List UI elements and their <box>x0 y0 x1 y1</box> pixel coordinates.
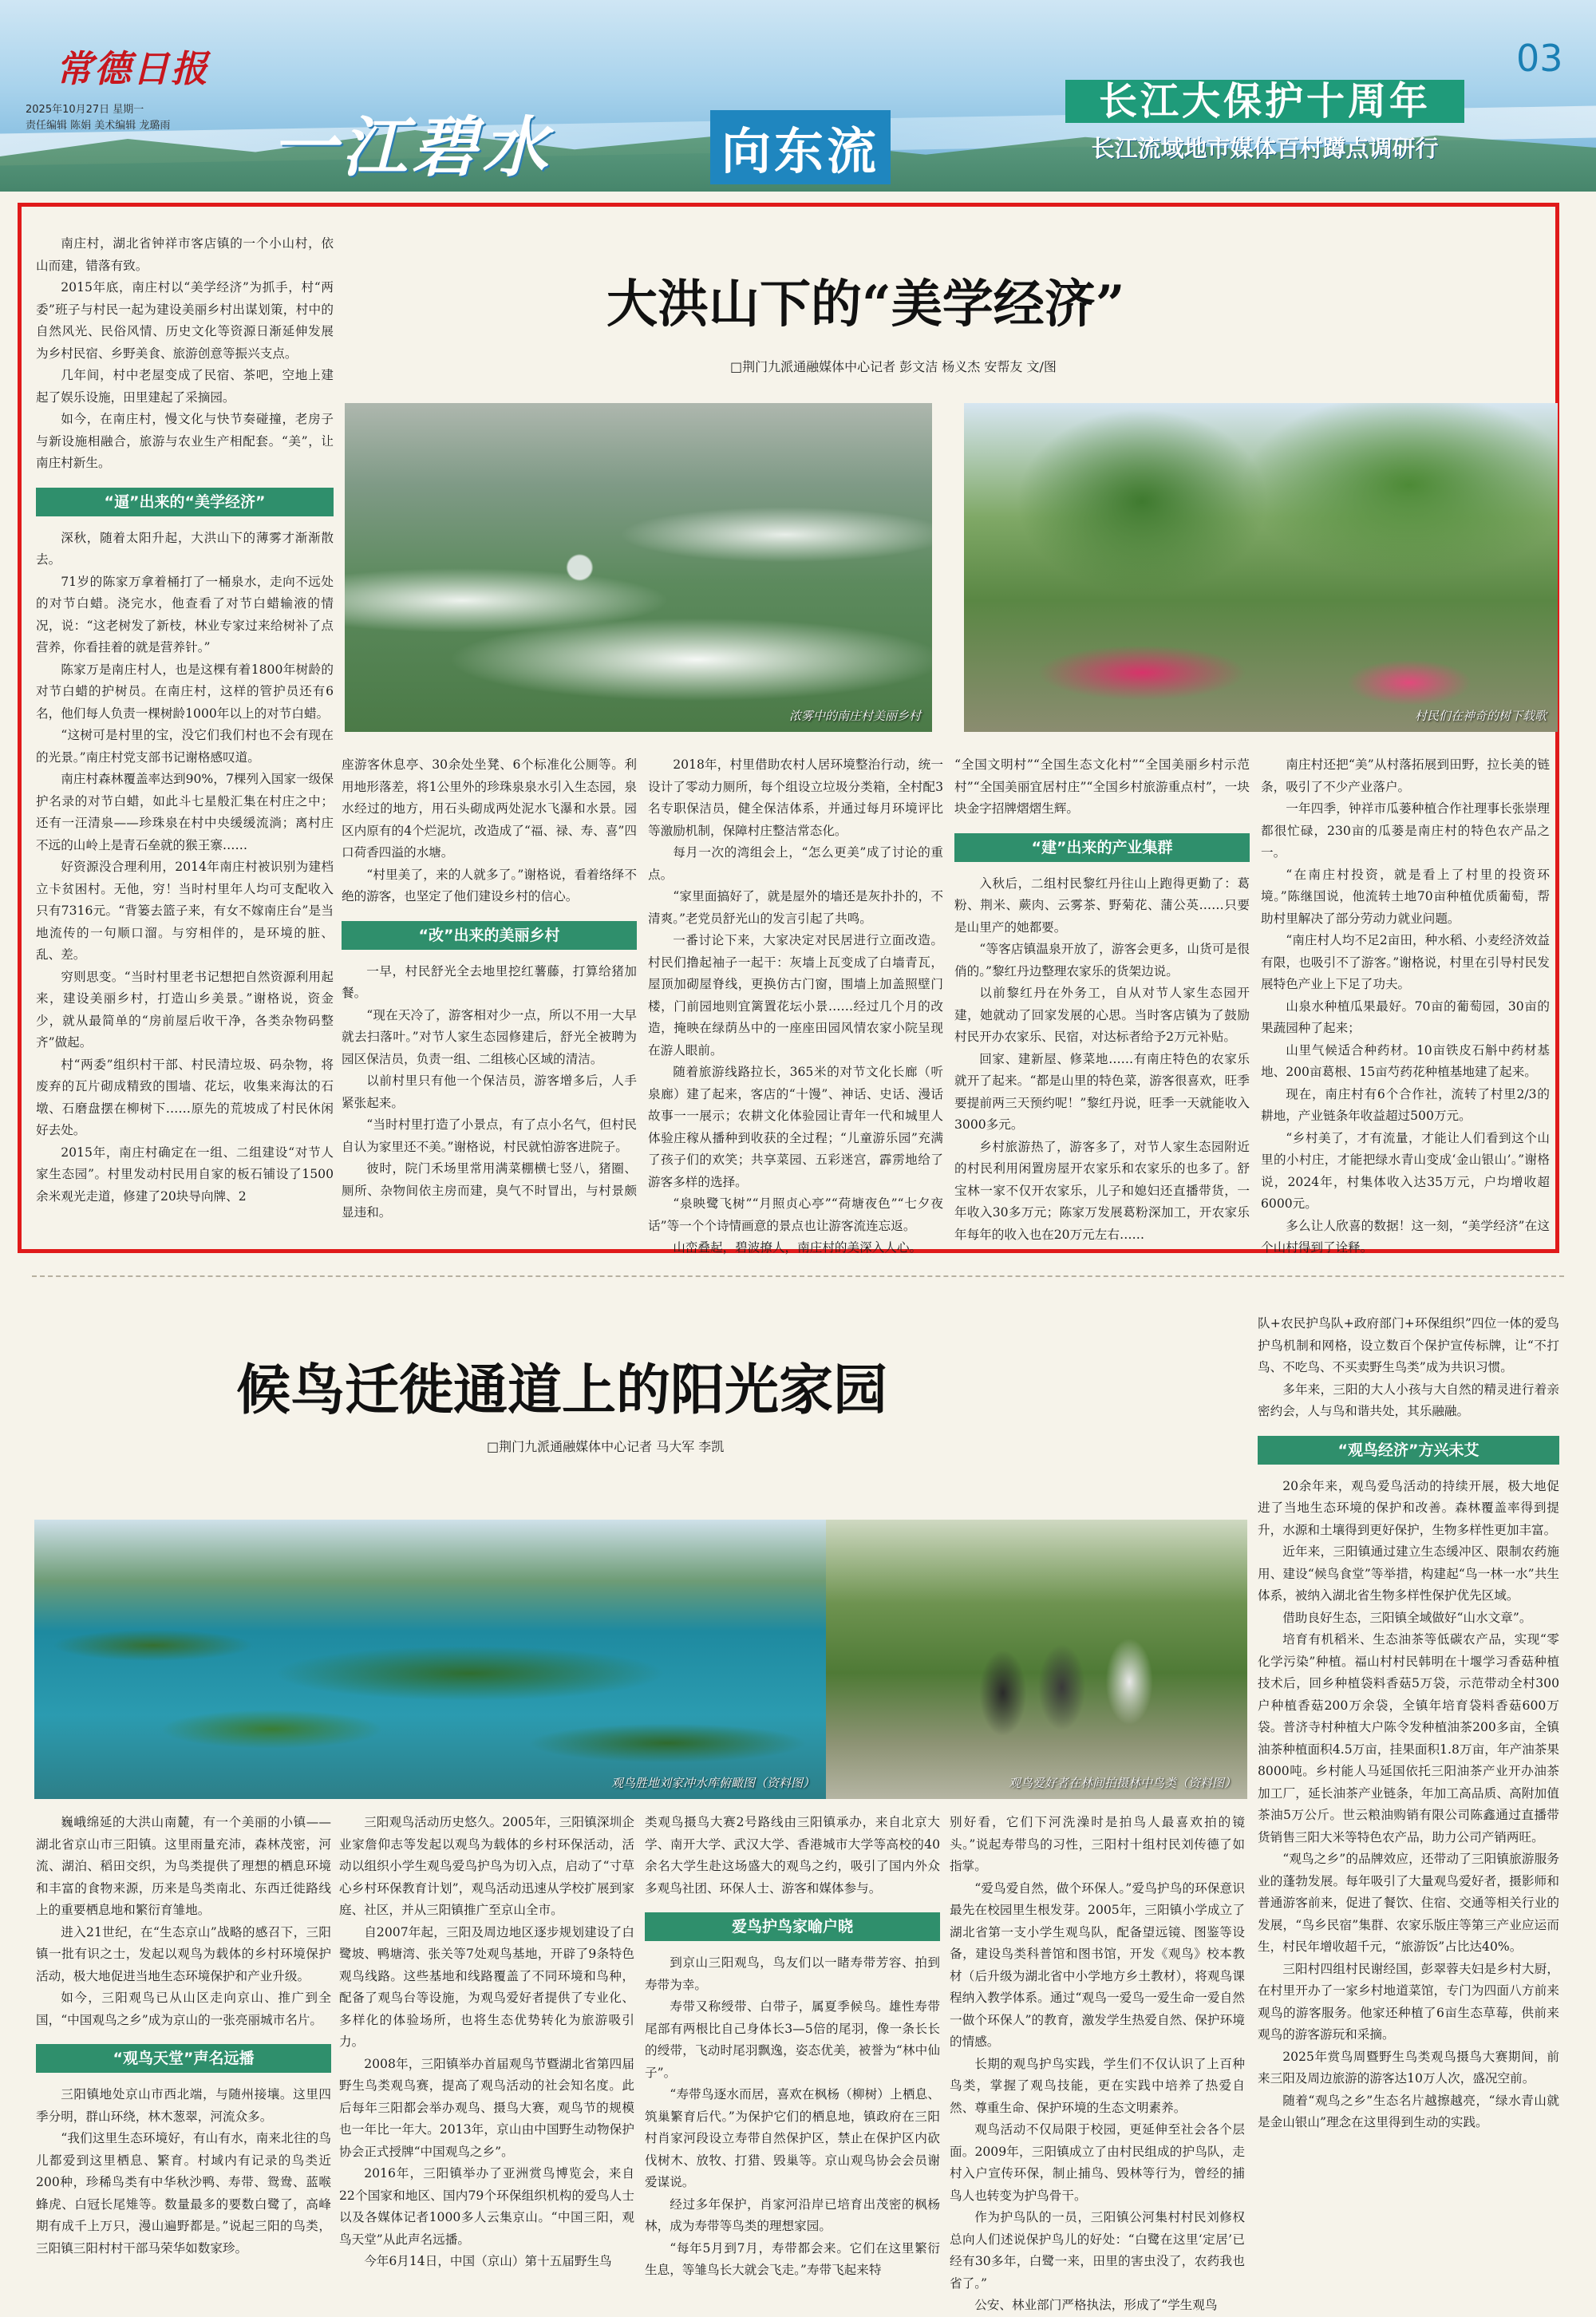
article2-title: 候鸟迁徙通道上的阳光家园 <box>236 1358 888 1422</box>
paragraph: “我们这里生态环境好，有山有水，南来北往的鸟儿都爱到这里栖息、繁育。村域内有记录的鸟类近200种，珍稀鸟类有中华秋沙鸭、寿带、鸳鸯、蓝喉蜂虎、白冠长尾雉等。数量最多的要数白鹭了，高峰期有成千上万只，漫山遍野都是。”说起三阳的鸟类，三阳镇三阳村村干部马荣华如数家珍。 <box>36 2131 331 2256</box>
paragraph: 现在，南庄村有6个合作社，流转了村里2/3的耕地，产业链条年收益超过500万元。 <box>1261 1086 1550 1123</box>
paragraph: 多么让人欣喜的数据！这一刻，“美学经济”在这个山村得到了诠释。 <box>1261 1218 1550 1255</box>
photo-caption: 观鸟胜地刘家冲水库俯瞰图（资料图） <box>610 1776 815 1790</box>
photo-caption: 观鸟爱好者在林间拍摄林中鸟类（资料图） <box>1008 1776 1236 1790</box>
paragraph: 队+农民护鸟队+政府部门+环保组织”四位一体的爱鸟护鸟机制和网格，设立数百个保护宣传标牌，让“不打鸟、不吃鸟、不买卖野生鸟类”成为共识习惯。 <box>1258 1316 1559 1374</box>
article2-column-2 <box>339 1812 634 2287</box>
paragraph: “南庄村人均不足2亩田，种水稻、小麦经济效益有限，也吸引不了游客。”谢格说，村里在引导村民发展特色产业上下足了功夫。 <box>1261 933 1550 991</box>
paragraph: “寿带鸟逐水而居，喜欢在枫杨（柳树）上栖息、筑巢繁育后代。”为保护它们的栖息地，镇政府在三阳村肖家河段设立寿带自然保护区，禁止在保护区内砍伐树木、放牧、打猎、毁巢等。京山观鸟协会会员谢爱谋说。 <box>645 2087 940 2189</box>
article1-column-2 <box>342 754 637 1245</box>
paragraph: 彼时，院门禾场里常用满菜棚横七竖八，猪圈、厕所、杂物间依主房而建，臭气不时冒出，与村景颇显违和。 <box>342 1161 637 1220</box>
paragraph: 三阳村四组村民谢经国，彭翠蓉夫妇是乡村大厨，在村里开办了一家乡村地道菜馆，专门为四面八方前来观鸟的游客服务。他家还种植了6亩生态草莓，供前来观鸟的游客游玩和采摘。 <box>1258 1961 1559 2042</box>
paragraph: 2018年，村里借助农村人居环境整治行动，统一设计了零动力厕所，每个组设立垃圾分类箱，全村配3名专职保洁员，健全保洁体系，并通过每月环境评比等激励机制，保障村庄整洁常态化。 <box>648 757 943 838</box>
paper-name: 常德日报 <box>56 47 209 90</box>
paragraph: 以前黎红丹在外务工，自从对节人家生态园开建，她就动了回家发展的心思。当时客店镇为了鼓励村民开办农家乐、民宿，对达标者给予2万元补贴。 <box>954 986 1250 1044</box>
article1-column-3 <box>648 754 943 1255</box>
paragraph: 每月一次的湾组会上，“怎么更美”成了讨论的重点。 <box>648 845 943 882</box>
paragraph: “乡村美了，才有流量，才能让人们看到这个山里的小村庄，才能把绿水青山变成‘金山银山’。”谢格说，2024年，村集体收入达35万元，户均增收超6000元。 <box>1261 1130 1550 1211</box>
paragraph: 如今，在南庄村，慢文化与快节奏碰撞，老房子与新设施相融合，旅游与农业生产相配套。“美”，让南庄村新生。 <box>36 412 334 470</box>
banner-side-title: 向东流 <box>710 110 891 184</box>
section-heading: “建”出来的产业集群 <box>954 833 1250 862</box>
paragraph: 山里气候适合种药材。10亩铁皮石斛中药材基地、200亩葛根、15亩芍药花种植基地建了起来。 <box>1261 1042 1550 1079</box>
article1-byline: □荆门九派通融媒体中心记者 彭文洁 杨义杰 安帮友 文/图 <box>730 359 1057 374</box>
paragraph: “全国文明村”“全国生态文化村”“全国美丽乡村示范村”“全国美丽宜居村庄”“全国乡村旅游重点村”，一块块金字招牌熠熠生辉。 <box>954 757 1250 816</box>
section-heading: “改”出来的美丽乡村 <box>342 921 637 950</box>
paragraph: 乡村旅游热了，游客多了，对节人家生态园附近的村民利用闲置房屋开农家乐和农家乐的也多了。舒宝林一家不仅开农家乐，儿子和媳妇还直播带货，一年收入30多万元；陈家万发展葛粉深加工，开农家乐年每年的收入也在20万元左右…… <box>954 1139 1250 1242</box>
article2-photo-lake <box>34 1520 826 1799</box>
article2-photo-birders <box>826 1520 1247 1799</box>
section-heading: 爱鸟护鸟家喻户晓 <box>645 1912 940 1941</box>
article1-column-4 <box>954 754 1250 1245</box>
paragraph: “在南庄村投资，就是看上了村里的投资环境。”陈继国说，他流转土地70亩种植优质葡萄，帮助村里解决了部分劳动力就业问题。 <box>1261 867 1550 926</box>
paragraph: 作为护鸟队的一员，三阳镇公河集村村民刘修权总向人们述说保护鸟儿的好处：“白鹭在这里‘定居’已经有30多年，白鹭一来，田里的害虫没了，农药我也省了。” <box>950 2210 1245 2291</box>
paragraph: 如今，三阳观鸟已从山区走向京山、推广到全国，“中国观鸟之乡”成为京山的一张亮丽城市名片。 <box>36 1991 331 2027</box>
date-line: 2025年10月27日 星期一 <box>26 104 144 116</box>
paragraph: 三阳观鸟活动历史悠久。2005年，三阳镇深圳企业家詹仰志等发起以观鸟为载体的乡村环保活动，活动以组织小学生观鸟爱鸟护鸟为切入点，启动了“寸草心乡村环保教育计划”，观鸟活动迅速从学校扩展到家庭、社区，并从三阳镇推广至京山全市。 <box>339 1815 634 1917</box>
masthead <box>0 0 1596 192</box>
paragraph: 到京山三阳观鸟，鸟友们以一睹寿带芳容、拍到寿带为幸。 <box>645 1955 940 1992</box>
page-number: 03 <box>1516 37 1563 80</box>
paragraph: 深秋，随着太阳升起，大洪山下的薄雾才渐渐散去。 <box>36 530 334 567</box>
photo-caption: 村民们在神奇的树下载歌 <box>1414 709 1547 723</box>
paragraph: “当时村里打造了小景点，有了点小名气，但村民自认为家里还不美。”谢格说，村民就怕游客进院子。 <box>342 1117 637 1154</box>
paragraph: “爱鸟爱自然，做个环保人。”爱鸟护鸟的环保意识最先在校园里生根发芽。2005年，三阳镇小学成立了湖北省第一支小学生观鸟队，配备望远镜、图鉴等设备，建设鸟类科普馆和图书馆，开发《观鸟》校本教材（后升级为湖北省中小学地方乡土教材），将观鸟课程纳入教学体系。通过“观鸟一爱鸟一爱生命一爱自然一做个环保人”的教育，激发学生热爱自然、保护环境的情感。 <box>950 1880 1245 2049</box>
section-heading: “观鸟天堂”声名远播 <box>36 2044 331 2073</box>
paragraph: 一番讨论下来，大家决定对民居进行立面改造。村民们撸起袖子一起干：灰墙上瓦变成了白墙青瓦，屋顶加砌屋脊线，更换仿古门窗，围墙上加盖照壁门楼，门前园地则宜篱置花坛小景……经过几个月的改造，掩映在绿荫丛中的一座座田园风情农家小院呈现在游人眼前。 <box>648 933 943 1058</box>
paragraph: 自2007年起，三阳及周边地区逐步规划建设了白鹭坡、鸭塘湾、张关等7处观鸟基地，开辟了9条特色观鸟线路。这些基地和线路覆盖了不同环境和鸟种，配备了观鸟台等设施，为观鸟爱好者提供了专业化、多样化的体验场所，也将生态优势转化为旅游吸引力。 <box>339 1924 634 2049</box>
paragraph: 借助良好生态，三阳镇全域做好“山水文章”。 <box>1282 1610 1532 1625</box>
article1-column-5 <box>1261 754 1550 1255</box>
paragraph: 长期的观鸟护鸟实践，学生们不仅认识了上百种鸟类，掌握了观鸟技能，更在实践中培养了热爱自然、尊重生命、保护环境的生态文明素养。 <box>950 2056 1245 2115</box>
paragraph: 座游客休息亭、30余处坐凳、6个标准化公厕等。利用地形落差，将1公里外的珍珠泉泉水引入生态园，泉水经过的地方，用石头砌成两处泥水飞瀑和水景。园区内原有的4个烂泥坑，改造成了“福、禄、寿、喜”四口荷香四溢的水塘。 <box>342 757 637 860</box>
section-heading: “逼”出来的“美学经济” <box>36 488 334 516</box>
paragraph: 2016年，三阳镇举办了亚洲赏鸟博览会，来自22个国家和地区、国内79个环保组织机构的爱鸟人士以及各媒体记者1000多人云集京山。“中国三阳，观鸟天堂”从此声名远播。 <box>339 2166 634 2247</box>
paragraph: 穷则思变。“当时村里老书记想把自然资源利用起来，建设美丽乡村，打造山乡美景。”谢格说，资金少，就从最简单的“房前屋后收干净，各类杂物码整齐”做起。 <box>36 969 334 1050</box>
paragraph: “现在天冷了，游客相对少一点，所以不用一大早就去扫落叶。”对节人家生态园修建后，舒光全被聘为园区保洁员，负责一组、二组核心区域的清洁。 <box>342 1007 637 1066</box>
photo-caption: 浓雾中的南庄村美丽乡村 <box>788 709 921 723</box>
paragraph: 南庄村，湖北省钟祥市客店镇的一个小山村，依山而建，错落有致。 <box>36 236 334 273</box>
series-title: 长江大保护十周年 <box>1065 80 1464 123</box>
paragraph: 南庄村还把“美”从村落拓展到田野，拉长美的链条，吸引了不少产业落户。 <box>1261 757 1550 794</box>
article2-column-3 <box>645 1812 940 2287</box>
paragraph: “观鸟之乡”的品牌效应，还带动了三阳镇旅游服务业的蓬勃发展。每年吸引了大量观鸟爱好者，摄影师和普通游客前来，促进了餐饮、住宿、交通等相关行业的发展，“鸟乡民宿”集群、农家乐版庄等第三产业应运而生，村民年增收超千元，“旅游饭”占比达40%。 <box>1258 1852 1559 1954</box>
paragraph: 巍峨绵延的大洪山南麓，有一个美丽的小镇——湖北省京山市三阳镇。这里雨量充沛，森林茂密，河流、湖泊、稻田交织，为鸟类提供了理想的栖息环境和丰富的食物来源，历来是鸟类南北、东西迁徙路线上的重要栖息地和繁衍育雏地。 <box>36 1815 331 1917</box>
paragraph: “村里美了，来的人就多了。”谢格说，看着络绎不绝的游客，也坚定了他们建设乡村的信心。 <box>342 867 637 903</box>
paragraph: 2008年，三阳镇举办首届观鸟节暨湖北省第四届野生鸟类观鸟赛，提高了观鸟活动的社会知名度。此后每年三阳都会举办观鸟、摄鸟大赛，观鸟节的规模也一年比一年大。2013年，京山由中国野生动物保护协会正式授牌“中国观鸟之乡”。 <box>339 2056 634 2159</box>
paragraph: 培育有机稻米、生态油茶等低碳农产品，实现“零化学污染”种植。福山村村民韩明在十堰学习香菇种植技术后，回乡种植袋料香菇5万袋，示范带动全村300户种植香菇200万余袋，全镇年培育袋料香菇600万袋。普济寺村种植大户陈令发种植油茶200多亩，全镇油茶种植面积4.5万亩，挂果面积1.8万亩，年产油茶果8000吨。乡村能人马延国依托三阳油茶产业开办油茶加工厂，延长油茶产业链条，年加工高品质、高附加值茶油5万公斤。世云粮油购销有限公司陈鑫通过直播带货销售三阳大米等特色农产品，助力公司产销两旺。 <box>1258 1632 1559 1845</box>
paragraph: 回家、建新屋、修菜地……有南庄特色的农家乐就开了起来。“都是山里的特色菜，游客很喜欢，旺季要提前两三天预约呢！”黎红丹说，旺季一天就能收入3000多元。 <box>954 1051 1250 1132</box>
paragraph: 随着“观鸟之乡”生态名片越擦越亮，“绿水青山就是金山银山”理念在这里得到生动的实践。 <box>1258 2093 1559 2129</box>
paragraph: “家里面搞好了，就是屋外的墙还是灰扑扑的，不清爽。”老党员舒光山的发言引起了共鸣。 <box>648 889 943 926</box>
article1-column-1 <box>36 233 334 1245</box>
article2-column-1 <box>36 1812 331 2287</box>
article2-column-4 <box>950 1812 1245 2312</box>
article2-byline: □荆门九派通融媒体中心记者 马大军 李凯 <box>487 1439 725 1454</box>
paragraph: 2025年赏鸟周暨野生鸟类观鸟摄鸟大赛期间，前来三阳及周边旅游的游客达10万人次，盛况空前。 <box>1258 2049 1559 2086</box>
paragraph: 今年6月14日，中国（京山）第十五届野生鸟 <box>364 2254 612 2268</box>
paragraph: 好资源没合理利用，2014年南庄村被识别为建档立卡贫困村。无他，穷！当时村里年人均可支配收入只有7316元。“背篓去篮子来，有女不嫁南庄台”是当地流传的一句顺口溜。与穷相伴的，是环境的脏、乱、差。 <box>36 860 334 962</box>
banner-main-calligraphy: 一江碧水 <box>271 109 552 186</box>
paragraph: 南庄村森林覆盖率达到90%，7棵列入国家一级保护名录的对节白蜡，如此斗七星般汇集在村庄之中；还有一汪清泉——珍珠泉在村中央缓缓流淌；离村庄不远的山岭上是青石垒就的猴王寨…… <box>36 772 334 852</box>
paragraph: 71岁的陈家万拿着桶打了一桶泉水，走向不远处的对节白蜡。浇完水，他查看了对节白蜡输液的情况，说：“这老树发了新枝，林业专家过来给树补了点营养，你看挂着的就是营养针。” <box>36 574 334 654</box>
paper-info <box>26 102 170 134</box>
paragraph: 山泉水种植瓜果最好。70亩的葡萄园，30亩的果蔬园种了起来； <box>1261 998 1550 1035</box>
paragraph: 2015年，南庄村确定在一组、二组建设“对节人家生态园”。村里发动村民用自家的板石铺设了1500余米观光走道，修建了20块导向牌、2 <box>36 1145 334 1204</box>
article1-photo-village <box>345 403 932 732</box>
paragraph: 陈家万是南庄村人，也是这棵有着1800年树龄的对节白蜡的护树员。在南庄村，这样的管护员还有6名，他们每人负责一棵树龄1000年以上的对节白蜡。 <box>36 662 334 721</box>
paragraph: 2015年底，南庄村以“美学经济”为抓手，村“两委”班子与村民一起为建设美丽乡村出谋划策，村中的自然风光、民俗风情、历史文化等资源日渐延伸发展为乡村民宿、乡野美食、旅游创意等振兴支点。 <box>36 280 334 361</box>
article1-photo-tree <box>964 403 1558 732</box>
paragraph: 20余年来，观鸟爱鸟活动的持续开展，极大地促进了当地生态环境的保护和改善。森林覆盖率得到提升，水源和土壤得到更好保护，生物多样性更加丰富。 <box>1258 1478 1559 1537</box>
paragraph: 山峦叠起，碧波撩人，南庄村的美深入人心。 <box>673 1240 922 1255</box>
editors-line: 责任编辑 陈娟 美术编辑 龙璐雨 <box>26 120 171 132</box>
paragraph: 寿带又称绶带、白带子，属夏季候鸟。雄性寿带尾部有两根比自己身体长3—5倍的尾羽，像一条长长的绶带，飞动时尾羽飘逸，姿态优美，被誉为“林中仙子”。 <box>645 1999 940 2080</box>
paragraph: “泉映鹭飞树”“月照贞心亭”“荷塘夜色”“七夕夜话”等一个个诗情画意的景点也让游客流连忘返。 <box>648 1196 943 1233</box>
paragraph: 别好看，它们下河洗澡时是拍鸟人最喜欢拍的镜头。”说起寿带鸟的习性，三阳村十组村民刘传德了如指掌。 <box>950 1815 1245 1873</box>
paragraph: 类观鸟摄鸟大赛2号路线由三阳镇承办，来自北京大学、南开大学、武汉大学、香港城市大学等高校的40余名大学生赴这场盛大的观鸟之约，吸引了国内外众多观鸟社团、环保人士、游客和媒体参与。 <box>645 1815 940 1896</box>
paragraph: 以前村里只有他一个保洁员，游客增多后，人手紧张起来。 <box>342 1073 637 1110</box>
paragraph: “每年5月到7月，寿带都会来。它们在这里繁衍生息，等雏鸟长大就会飞走。”寿带飞起来特 <box>645 2240 940 2277</box>
article-divider <box>32 1275 1564 1277</box>
paragraph: 几年间，村中老屋变成了民宿、茶吧，空地上建起了娱乐设施，田里建起了采摘园。 <box>36 368 334 405</box>
paragraph: 观鸟活动不仅局限于校园，更延伸至社会各个层面。2009年，三阳镇成立了由村民组成的护鸟队，走村入户宣传环保，制止捕鸟、毁林等行为，曾经的捕鸟人也转变为护鸟骨干。 <box>950 2122 1245 2203</box>
paragraph: 村“两委”组织村干部、村民清垃圾、码杂物，将废弃的瓦片砌成精致的围墙、花坛，收集来海汰的石墩、石磨盘摆在柳树下……原先的荒坡成了村民休闲好去处。 <box>36 1057 334 1137</box>
paragraph: 一年四季，钟祥市瓜蒌种植合作社理事长张崇理都很忙碌，230亩的瓜蒌是南庄村的特色农产品之一。 <box>1261 801 1550 860</box>
paragraph: 经过多年保护，肖家河沿岸已培育出茂密的枫杨林，成为寿带等鸟类的理想家园。 <box>645 2196 940 2233</box>
paragraph: 进入21世纪，在“生态京山”战略的感召下，三阳镇一批有识之士，发起以观鸟为载体的乡村环境保护活动，极大地促进当地生态环境保护和产业升级。 <box>36 1924 331 1983</box>
section-heading: “观鸟经济”方兴未艾 <box>1258 1436 1559 1465</box>
paragraph: 一早，村民舒光全去地里挖红薯藤，打算给猪加餐。 <box>342 963 637 1000</box>
series-subtitle: 长江流域地市媒体百村蹲点调研行 <box>1091 135 1439 162</box>
paragraph: 多年来，三阳的大人小孩与大自然的精灵进行着亲密约会，人与鸟和谐共处，其乐融融。 <box>1258 1382 1559 1418</box>
article1-title: 大洪山下的“美学经济” <box>606 275 1125 334</box>
paragraph: 入秋后，二组村民黎红丹往山上跑得更勤了：葛粉、荆米、蕨肉、云雾茶、野菊花、蒲公英……只要是山里产的她都要。 <box>954 876 1250 935</box>
paragraph: “这树可是村里的宝，没它们我们村也不会有现在的光景。”南庄村党支部书记谢格感叹道。 <box>36 728 334 765</box>
paragraph: 三阳镇地处京山市西北端，与随州接壤。这里四季分明，群山环绕，林木葱翠，河流众多。 <box>36 2087 331 2124</box>
article2-column-5 <box>1258 1313 1559 2287</box>
paragraph: 近年来，三阳镇通过建立生态缓冲区、限制农药施用、建设“候鸟食堂”等举措，构建起“鸟一林一水”共生体系，被纳入湖北省生物多样性保护优先区域。 <box>1258 1544 1559 1603</box>
paragraph: 随着旅游线路拉长，365米的对节文化长廊（听泉廊）建了起来，客店的“十馒”、神话、史话、漫话故事一一展示；农耕文化体验园让青年一代和城里人体验庄稼从播种到收获的全过程；“儿童游乐园”充满了孩子们的欢笑；共享菜园、五彩迷宫，霹雳地给了游客多样的选择。 <box>648 1065 943 1189</box>
paragraph: “等客店镇温泉开放了，游客会更多，山货可是很俏的。”黎红丹边整理农家乐的货架边说。 <box>954 942 1250 979</box>
paragraph: 公安、林业部门严格执法，形成了“学生观鸟 <box>974 2298 1218 2312</box>
